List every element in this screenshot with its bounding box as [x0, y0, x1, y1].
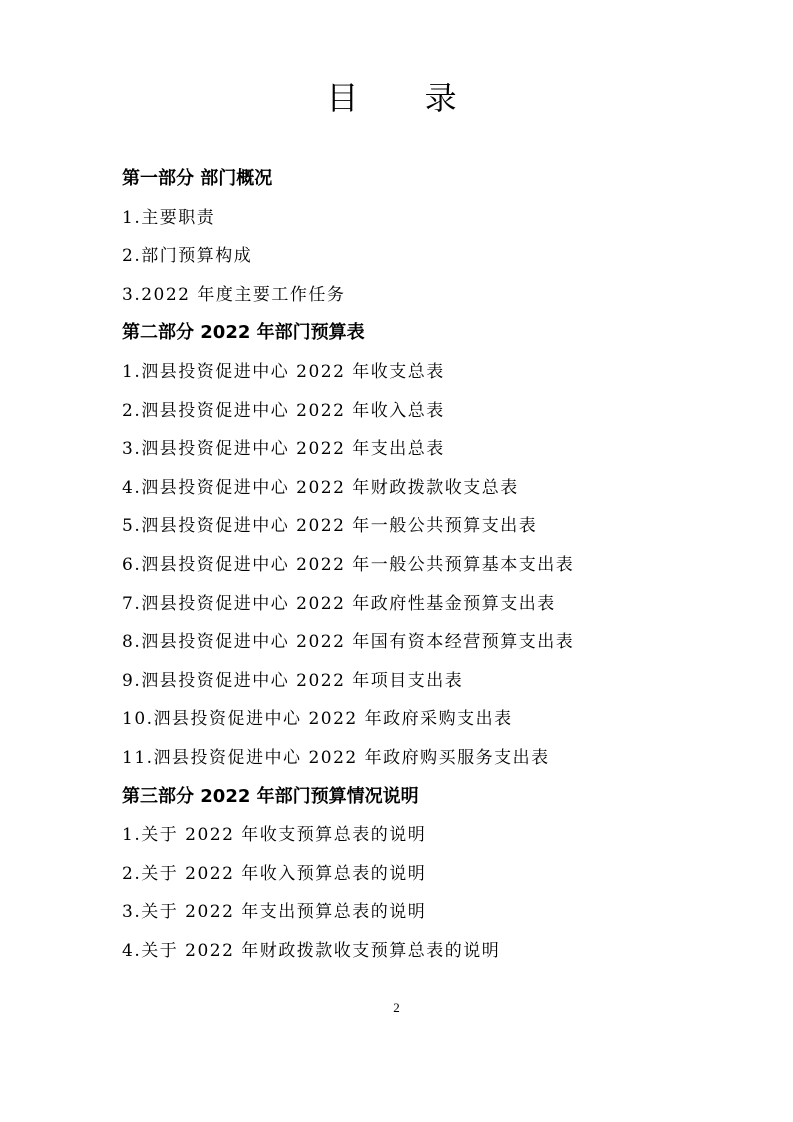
page-number: 2: [393, 1000, 400, 1015]
toc-item: 2.关于 2022 年收入预算总表的说明: [122, 863, 427, 884]
toc-item: 11.泗县投资促进中心 2022 年政府购买服务支出表: [122, 747, 550, 768]
toc-item: 3.泗县投资促进中心 2022 年支出总表: [122, 439, 445, 460]
toc-item: 3.2022 年度主要工作任务: [122, 284, 346, 305]
toc-item: 1.主要职责: [122, 207, 216, 228]
toc-item: 2.部门预算构成: [122, 246, 253, 267]
toc-item: 6.泗县投资促进中心 2022 年一般公共预算基本支出表: [122, 554, 575, 575]
toc-item: 9.泗县投资促进中心 2022 年项目支出表: [122, 670, 464, 691]
toc-item: 1.关于 2022 年收支预算总表的说明: [122, 825, 427, 846]
toc-item: 3.关于 2022 年支出预算总表的说明: [122, 902, 427, 923]
toc-item: 10.泗县投资促进中心 2022 年政府采购支出表: [122, 709, 513, 730]
toc-item: 5.泗县投资促进中心 2022 年一般公共预算支出表: [122, 516, 538, 537]
table-of-contents: [122, 160, 742, 970]
section-heading-3: 第三部分 2022 年部门预算情况说明: [122, 785, 419, 807]
toc-item: 1.泗县投资促进中心 2022 年收支总表: [122, 361, 445, 382]
toc-item: 4.关于 2022 年财政拨款收支预算总表的说明: [122, 940, 501, 961]
section-heading-2: 第二部分 2022 年部门预算表: [122, 322, 365, 344]
page-title: 目 录: [326, 79, 485, 117]
toc-item: 4.泗县投资促进中心 2022 年财政拨款收支总表: [122, 477, 519, 498]
toc-item: 8.泗县投资促进中心 2022 年国有资本经营预算支出表: [122, 632, 575, 653]
toc-item: 2.泗县投资促进中心 2022 年收入总表: [122, 400, 445, 421]
section-heading-1: 第一部分 部门概况: [122, 168, 273, 189]
toc-item: 7.泗县投资促进中心 2022 年政府性基金预算支出表: [122, 593, 556, 614]
